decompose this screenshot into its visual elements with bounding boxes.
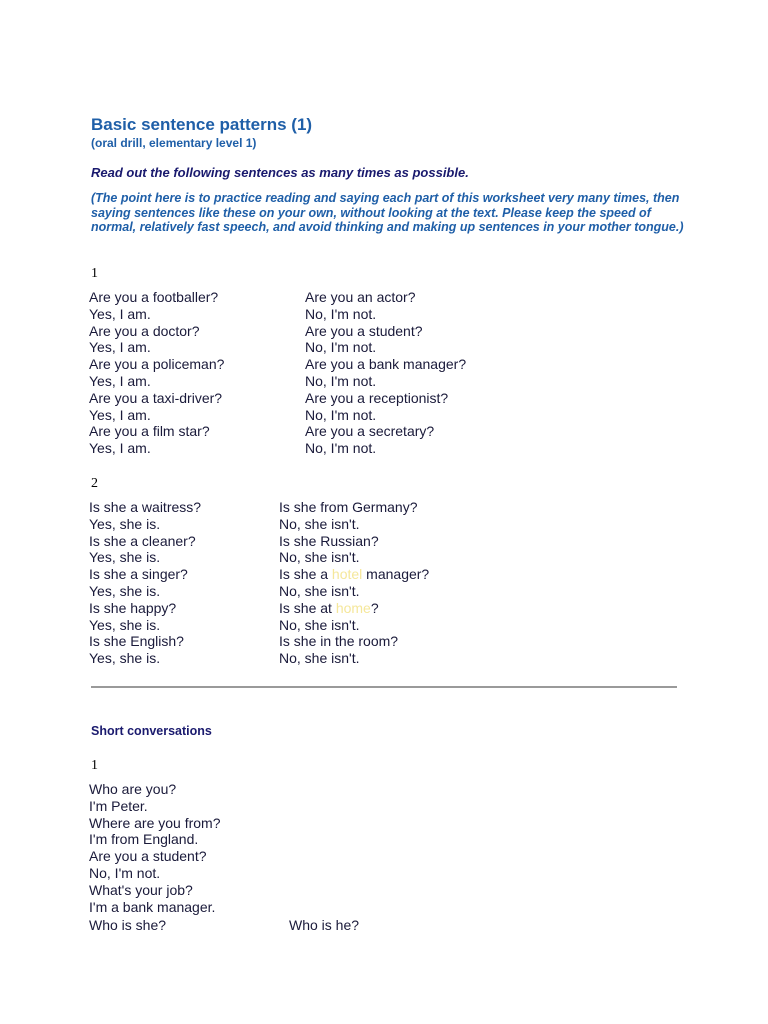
list-item: Are you a secretary?: [305, 423, 435, 440]
list-item: Are you a student?: [89, 848, 207, 865]
list-item: Is she happy?: [89, 599, 177, 616]
list-item: Yes, I am.: [89, 339, 151, 356]
list-item: No, I'm not.: [305, 372, 377, 389]
list-item: Are you a film star?: [89, 423, 210, 440]
list-item: Are you a bank manager?: [305, 356, 467, 373]
list-item: No, I'm not.: [305, 339, 377, 356]
list-item-text: manager?: [366, 566, 430, 583]
list-item: No, she isn't.: [279, 582, 360, 599]
page-title: Basic sentence patterns (1): [91, 115, 313, 134]
list-item: Is she a singer?: [89, 566, 188, 583]
faint-word: home: [335, 599, 371, 616]
faint-word: hotel: [331, 566, 363, 583]
conversation-question-right: Who is he?: [289, 917, 360, 933]
list-item: Yes, she is.: [89, 515, 161, 532]
list-item: Yes, I am.: [89, 372, 151, 389]
conversation-question-left: Who is she?: [89, 917, 167, 933]
list-item: No, I'm not.: [305, 406, 377, 423]
list-item: Is she in the room?: [279, 633, 399, 650]
list-item: I'm from England.: [89, 831, 199, 848]
list-item: Are you a footballer?: [89, 289, 219, 305]
instruction-text: Read out the following sentences as many times as possible.: [91, 165, 469, 180]
list-item: No, I'm not.: [305, 440, 377, 457]
list-item: Yes, she is.: [89, 616, 161, 633]
list-item: Are you a taxi-driver?: [89, 389, 223, 406]
section-1-left-column: [89, 289, 224, 457]
list-item: What's your job?: [89, 881, 193, 898]
list-item: Yes, I am.: [89, 440, 151, 457]
list-item: Is she a cleaner?: [89, 532, 196, 549]
list-item: Who are you?: [89, 781, 177, 797]
list-item-text: Is she a: [279, 566, 329, 583]
section-1-right-column: [305, 289, 466, 457]
list-item: No, I'm not.: [305, 305, 377, 322]
list-item: Are you a receptionist?: [305, 389, 449, 406]
list-item: No, I'm not.: [89, 864, 161, 881]
list-item: Are you a doctor?: [89, 322, 200, 339]
list-item-text: Is she at: [279, 599, 332, 616]
list-item: Yes, I am.: [89, 406, 151, 423]
list-item: Are you an actor?: [305, 289, 416, 305]
horizontal-divider: [91, 686, 677, 688]
section-2-number: 2: [91, 476, 98, 491]
list-item: I'm Peter.: [89, 797, 148, 814]
list-item: Yes, she is.: [89, 650, 161, 667]
list-item: No, she isn't.: [279, 650, 360, 667]
list-item: No, she isn't.: [279, 515, 360, 532]
section-2-right-column: [279, 499, 429, 667]
list-item: [279, 600, 429, 617]
list-item-text: ?: [370, 599, 379, 616]
list-item: Is she Russian?: [279, 532, 379, 549]
section-1-number: 1: [91, 266, 98, 281]
list-item: [279, 566, 429, 583]
short-conversations-title: Short conversations: [91, 724, 212, 738]
list-item: Are you a policeman?: [89, 356, 225, 373]
section-2-left-column: [89, 499, 201, 667]
list-item: Yes, she is.: [89, 582, 161, 599]
page-subtitle: (oral drill, elementary level 1): [91, 136, 257, 150]
list-item: Is she a waitress?: [89, 499, 202, 515]
conversation-1-number: 1: [91, 758, 98, 773]
list-item: Is she English?: [89, 633, 184, 650]
list-item: Yes, I am.: [89, 305, 151, 322]
list-item: No, she isn't.: [279, 549, 360, 566]
list-item: Yes, she is.: [89, 549, 161, 566]
list-item: Are you a student?: [305, 322, 423, 339]
conversation-1-lines: [89, 781, 221, 915]
note-paragraph: (The point here is to practice reading and saying each part of this worksheet very many times, then saying sentences like these on your own, without looking at the text. Please keep the speed of normal, relatively fast speech, and avoid thinking and making up sentences in your mother tongue.): [91, 191, 684, 234]
list-item: I'm a bank manager.: [89, 898, 216, 915]
list-item: No, she isn't.: [279, 616, 360, 633]
list-item: Where are you from?: [89, 814, 221, 831]
list-item: Is she from Germany?: [279, 499, 418, 515]
